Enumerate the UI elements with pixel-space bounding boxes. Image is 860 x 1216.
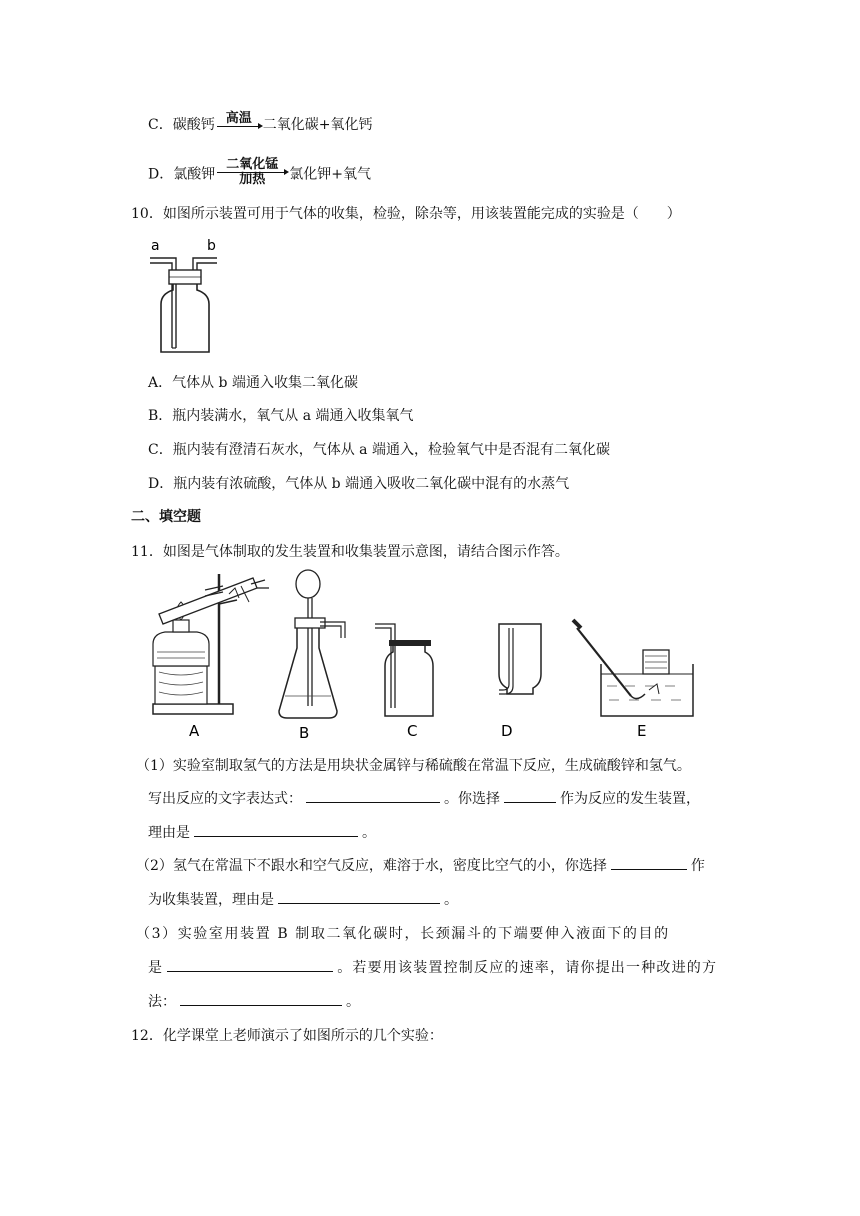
label-apparatus-a: A — [189, 722, 200, 740]
condition-top: 二氧化锰 — [226, 157, 279, 172]
q9-option-d-label: D．氯酸钾 — [148, 166, 216, 183]
text: 理由是 — [148, 825, 190, 841]
condition-bottom: 加热 — [239, 172, 266, 187]
label-apparatus-e: E — [637, 722, 647, 740]
text: （2）氢气在常温下不跟水和空气反应，难溶于水，密度比空气的小，你选择 — [136, 858, 607, 874]
q10-stem: 10．如图所示装置可用于气体的收集，检验，除杂等，用该装置能完成的实验是（ ） — [131, 206, 681, 222]
text: 作 — [690, 858, 705, 874]
text: 写出反应的文字表达式： — [148, 791, 302, 807]
text: 。你选择 — [444, 791, 500, 807]
text: 法： — [148, 994, 176, 1010]
answer-blank[interactable] — [504, 788, 556, 803]
q11-p3-line3 — [148, 991, 360, 1011]
q10-option-d: D．瓶内装有浓硫酸，气体从 b 端通入吸收二氧化碳中混有的水蒸气 — [148, 476, 570, 492]
reaction-arrow — [217, 158, 287, 187]
apparatus-d — [499, 624, 541, 694]
q12-stem: 12．化学课堂上老师演示了如图所示的几个实验： — [131, 1028, 443, 1044]
label-apparatus-b: B — [299, 724, 310, 741]
apparatus-b — [279, 570, 345, 718]
gas-bottle-figure — [145, 236, 230, 358]
q9-option-d — [148, 157, 371, 189]
text: 。 — [362, 825, 376, 841]
answer-blank[interactable] — [180, 991, 342, 1006]
answer-blank[interactable] — [194, 822, 358, 837]
answer-blank[interactable] — [611, 855, 687, 870]
q9-option-c-label: C．碳酸钙 — [148, 117, 215, 133]
q11-p1-line2 — [148, 788, 700, 808]
section-title: 二、填空题 — [131, 509, 201, 525]
q11-p3-line1: （3）实验室用装置 B 制取二氧化碳时，长颈漏斗的下端要伸入液面下的目的 — [136, 926, 670, 942]
text: 。 — [444, 892, 458, 908]
q10-option-c: C．瓶内装有澄清石灰水，气体从 a 端通入，检验氧气中是否混有二氧化碳 — [148, 442, 610, 458]
answer-blank[interactable] — [306, 788, 440, 803]
q11-p1-line3 — [148, 822, 376, 842]
apparatus-figure — [145, 566, 700, 741]
text: 是 — [148, 960, 164, 976]
label-b: b — [207, 238, 216, 254]
q9-option-d-result: 氯化钾+氧气 — [289, 166, 371, 183]
answer-blank[interactable] — [278, 889, 440, 904]
condition-top: 高温 — [225, 110, 252, 126]
text: 。 — [346, 994, 360, 1010]
label-apparatus-c: C — [407, 722, 418, 740]
q11-p3-line2 — [148, 957, 717, 977]
q9-option-c-result: 二氧化碳+氧化钙 — [262, 117, 373, 133]
q10-option-b: B．瓶内装满水，氧气从 a 端通入收集氧气 — [148, 408, 414, 424]
label-a: a — [151, 238, 160, 254]
text: 为收集装置，理由是 — [148, 892, 274, 908]
q11-p2-line1 — [136, 855, 705, 875]
q10-option-a: A．气体从 b 端通入收集二氧化碳 — [148, 375, 358, 391]
q9-option-c — [148, 110, 373, 134]
q11-p2-line2 — [148, 889, 458, 909]
q11-stem: 11．如图是气体制取的发生装置和收集装置示意图，请结合图示作答。 — [131, 544, 569, 560]
text: 。若要用该装置控制反应的速率，请你提出一种改进的方 — [337, 960, 718, 976]
reaction-arrow — [217, 112, 261, 127]
q11-p1-line1: （1）实验室制取氢气的方法是用块状金属锌与稀硫酸在常温下反应，生成硫酸锌和氢气。 — [136, 758, 691, 774]
apparatus-e — [573, 620, 693, 716]
text: 作为反应的发生装置， — [560, 791, 700, 807]
answer-blank[interactable] — [167, 957, 333, 972]
label-apparatus-d: D — [501, 722, 513, 740]
apparatus-a — [153, 574, 269, 714]
apparatus-c — [375, 624, 433, 716]
